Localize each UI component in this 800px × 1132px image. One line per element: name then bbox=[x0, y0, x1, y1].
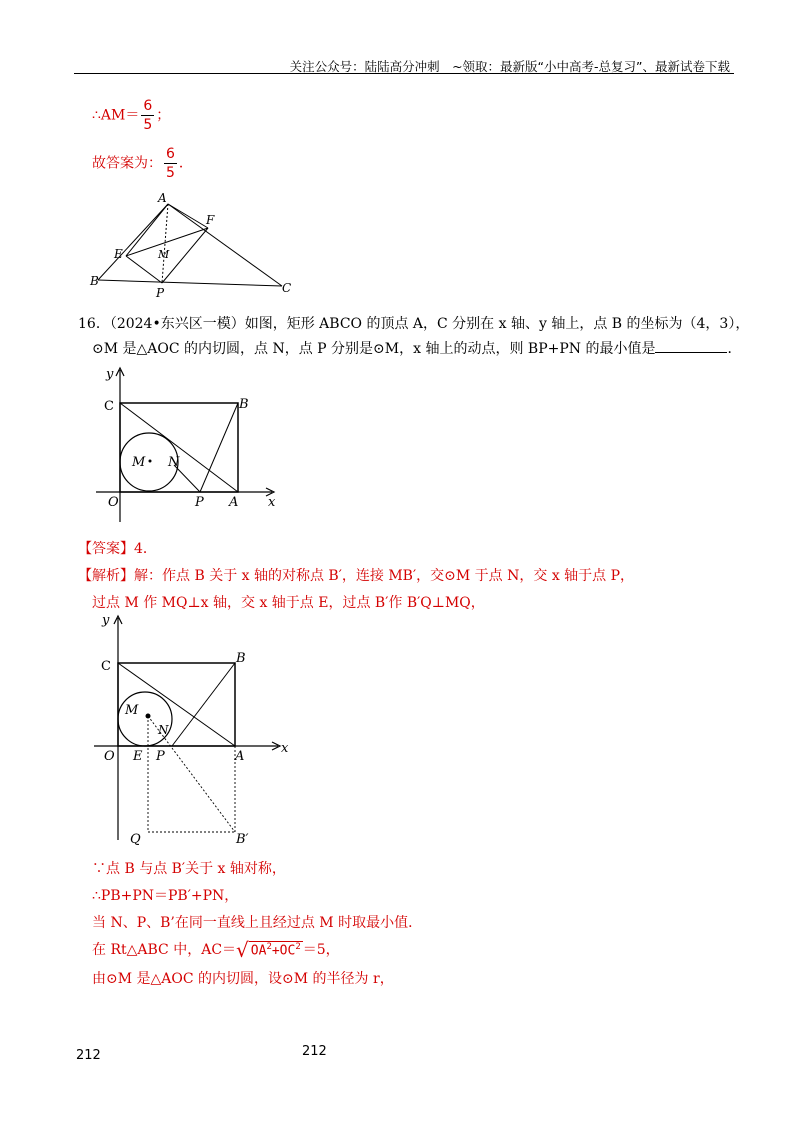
fig3-label-y: y bbox=[102, 613, 110, 628]
analysis-text-6-prefix: 在 Rt△ABC 中，AC＝ bbox=[92, 942, 237, 958]
question-text-2-end: ． bbox=[727, 341, 742, 357]
analysis-line-7: 由⊙M 是△AOC 的内切圆，设⊙M 的半径为 r， bbox=[92, 971, 394, 987]
analysis-line-1 bbox=[78, 565, 634, 585]
fig3-label-b-prime: B′ bbox=[236, 832, 249, 847]
prev-answer bbox=[92, 146, 193, 181]
fig2-label-n: N bbox=[168, 455, 180, 470]
prev-answer-numerator: 6 bbox=[166, 146, 175, 162]
question-number: 16． bbox=[78, 316, 110, 332]
tri-label-p: P bbox=[156, 286, 165, 300]
fig3-label-c: C bbox=[101, 659, 111, 674]
question-figure bbox=[88, 362, 288, 527]
tri-label-m: M bbox=[158, 248, 170, 261]
analysis-line-5: 当 N、P、B’在同一直线上且经过点 M 时取最小值． bbox=[92, 915, 423, 931]
question-line-1 bbox=[78, 313, 749, 333]
question-line-2 bbox=[92, 338, 741, 358]
analysis-line-6 bbox=[92, 938, 340, 962]
fig2-label-c: C bbox=[104, 399, 114, 414]
page-header: 关注公众号：陆陆高分冲刺 ~领取：最新版“小中高考-总复习”、最新试卷下载 bbox=[289, 59, 730, 74]
analysis-figure bbox=[88, 610, 298, 850]
sqrt-term-oc: +OC bbox=[271, 943, 296, 959]
fig2-label-b: B bbox=[239, 397, 249, 412]
fig3-label-q: Q bbox=[130, 832, 141, 847]
fig2-label-x: x bbox=[268, 495, 276, 510]
question-text-1: （2024•东兴区一模）如图，矩形 ABCO 的顶点 A，C 分别在 x 轴、y 轴上，点 B 的坐标为（4，3）， bbox=[109, 316, 750, 332]
tri-label-f: F bbox=[206, 213, 215, 227]
sqrt-term-oa: OA bbox=[250, 943, 267, 959]
fig2-label-o: O bbox=[108, 495, 119, 510]
fig3-label-p: P bbox=[156, 749, 165, 764]
page-number-center: 212 bbox=[302, 1044, 327, 1059]
fig2-label-m: M bbox=[132, 455, 146, 470]
page-number-left: 212 bbox=[76, 1048, 101, 1063]
tri-label-e: E bbox=[114, 247, 123, 261]
fig2-label-p: P bbox=[195, 495, 204, 510]
analysis-line-2: 过点 M 作 MQ⊥x 轴，交 x 轴于点 E，过点 B′作 B′Q⊥MQ， bbox=[92, 595, 485, 611]
analysis-line-3: ∵点 B 与点 B′关于 x 轴对称， bbox=[92, 861, 286, 877]
tri-label-c: C bbox=[282, 281, 292, 295]
am-numerator: 6 bbox=[143, 98, 153, 114]
am-denominator: 5 bbox=[143, 117, 153, 133]
fig3-label-o: O bbox=[104, 749, 115, 764]
fig3-label-e: E bbox=[133, 749, 143, 764]
sqrt-expression bbox=[236, 938, 303, 962]
prev-answer-suffix: ． bbox=[178, 155, 193, 172]
sqrt-exp-2: 2 bbox=[295, 942, 301, 953]
fig3-label-x: x bbox=[281, 741, 289, 756]
prev-answer-fraction bbox=[164, 146, 177, 181]
analysis-text-1: 解：作点 B 关于 x 轴的对称点 B′，连接 MB′，交⊙M 于点 N，交 x 轴于点 P， bbox=[134, 568, 635, 584]
sqrt-radicand bbox=[249, 941, 303, 958]
fig2-label-a: A bbox=[229, 495, 239, 510]
am-fraction bbox=[141, 98, 154, 133]
tri-label-a: A bbox=[158, 191, 167, 205]
question-text-2: ⊙M 是△AOC 的内切圆，点 N，点 P 分别是⊙M，x 轴上的动点，则 BP+PN 的最小值是 bbox=[92, 341, 656, 357]
center-dot-m bbox=[149, 460, 152, 463]
fig3-label-m: M bbox=[125, 703, 139, 718]
sqrt-radical: √ bbox=[236, 938, 249, 962]
fig3-label-b: B bbox=[236, 651, 246, 666]
analysis-label: 【解析】 bbox=[78, 568, 134, 584]
fig3-label-n: N bbox=[158, 723, 169, 737]
analysis-text-6-suffix: ＝5， bbox=[302, 942, 340, 958]
am-suffix: ； bbox=[156, 107, 171, 124]
analysis-center-dot bbox=[146, 714, 151, 719]
fig2-label-y: y bbox=[106, 367, 114, 382]
sqrt-exp-1: 2 bbox=[266, 942, 272, 953]
prev-answer-prefix: 故答案为： bbox=[92, 155, 162, 172]
header-rule bbox=[74, 73, 734, 74]
fig3-label-a: A bbox=[235, 749, 245, 764]
am-result bbox=[92, 98, 170, 133]
analysis-line-4: ∴PB+PN＝PB′+PN， bbox=[92, 888, 239, 904]
answer-label: 【答案】4． bbox=[78, 541, 157, 557]
triangle-figure bbox=[86, 190, 302, 302]
answer-blank bbox=[655, 340, 727, 353]
tri-label-b: B bbox=[90, 274, 99, 288]
prev-answer-denominator: 5 bbox=[166, 165, 175, 181]
am-prefix: ∴AM＝ bbox=[92, 107, 140, 124]
